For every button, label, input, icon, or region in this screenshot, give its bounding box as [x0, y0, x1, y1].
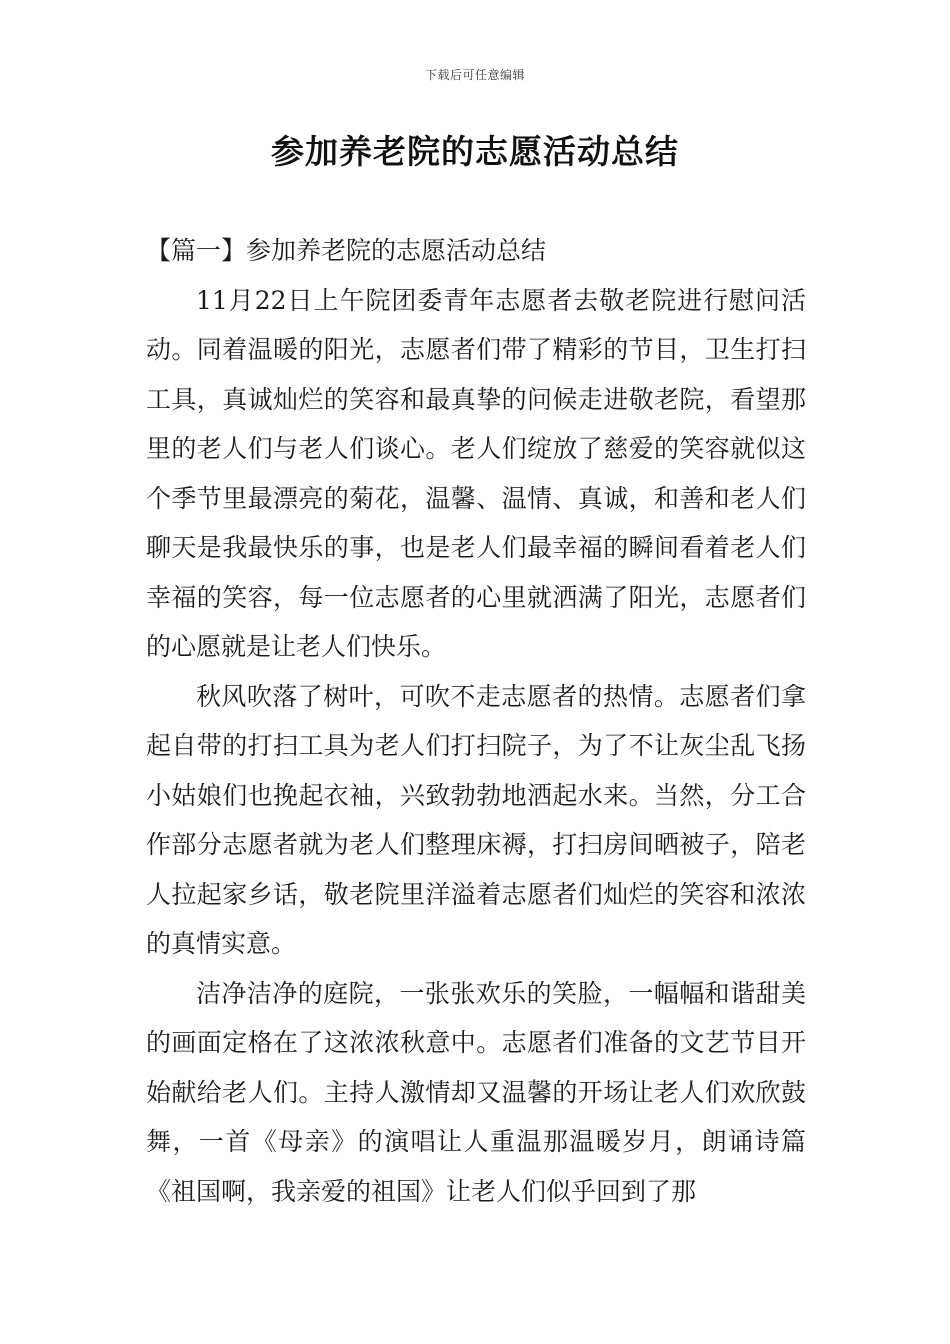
document-title: 参加养老院的志愿活动总结: [271, 132, 679, 171]
paragraph-1: 11月22日上午院团委青年志愿者去敬老院进行慰问活动。同着温暖的阳光，志愿者们带了精彩的节目，卫生打扫工具，真诚灿烂的笑容和最真挚的问候走进敬老院，看望那里的老人们与老人们谈心。老人们绽放了慈爱的笑容就似这个季节里最漂亮的菊花，温馨、温情、真诚，和善和老人们聊天是我最快乐的事，也是老人们最幸福的瞬间看着老人们幸福的笑容，每一位志愿者的心里就洒满了阳光，志愿者们的心愿就是让老人们快乐。: [146, 285, 806, 661]
paragraph-3: 洁净洁净的庭院，一张张欢乐的笑脸，一幅幅和谐甜美的画面定格在了这浓浓秋意中。志愿者们准备的文艺节目开始献给老人们。主持人激情却又温馨的开场让老人们欢欣鼓舞，一首《母亲》的演唱让人重温那温暖岁月，朗诵诗篇《祖国啊，我亲爱的祖国》让老人们似乎回到了那: [146, 978, 806, 1206]
paragraph-2: 秋风吹落了树叶，可吹不走志愿者的热情。志愿者们拿起自带的打扫工具为老人们打扫院子，为了不让灰尘乱飞扬小姑娘们也挽起衣袖，兴致勃勃地洒起水来。当然，分工合作部分志愿者就为老人们整理床褥，打扫房间晒被子，陪老人拉起家乡话，敬老院里洋溢着志愿者们灿烂的笑容和浓浓的真情实意。: [146, 681, 806, 958]
header-note: 下载后可任意编辑: [424, 68, 525, 82]
section-heading: 【篇一】参加养老院的志愿活动总结: [146, 236, 547, 265]
document-body: [146, 226, 806, 1216]
